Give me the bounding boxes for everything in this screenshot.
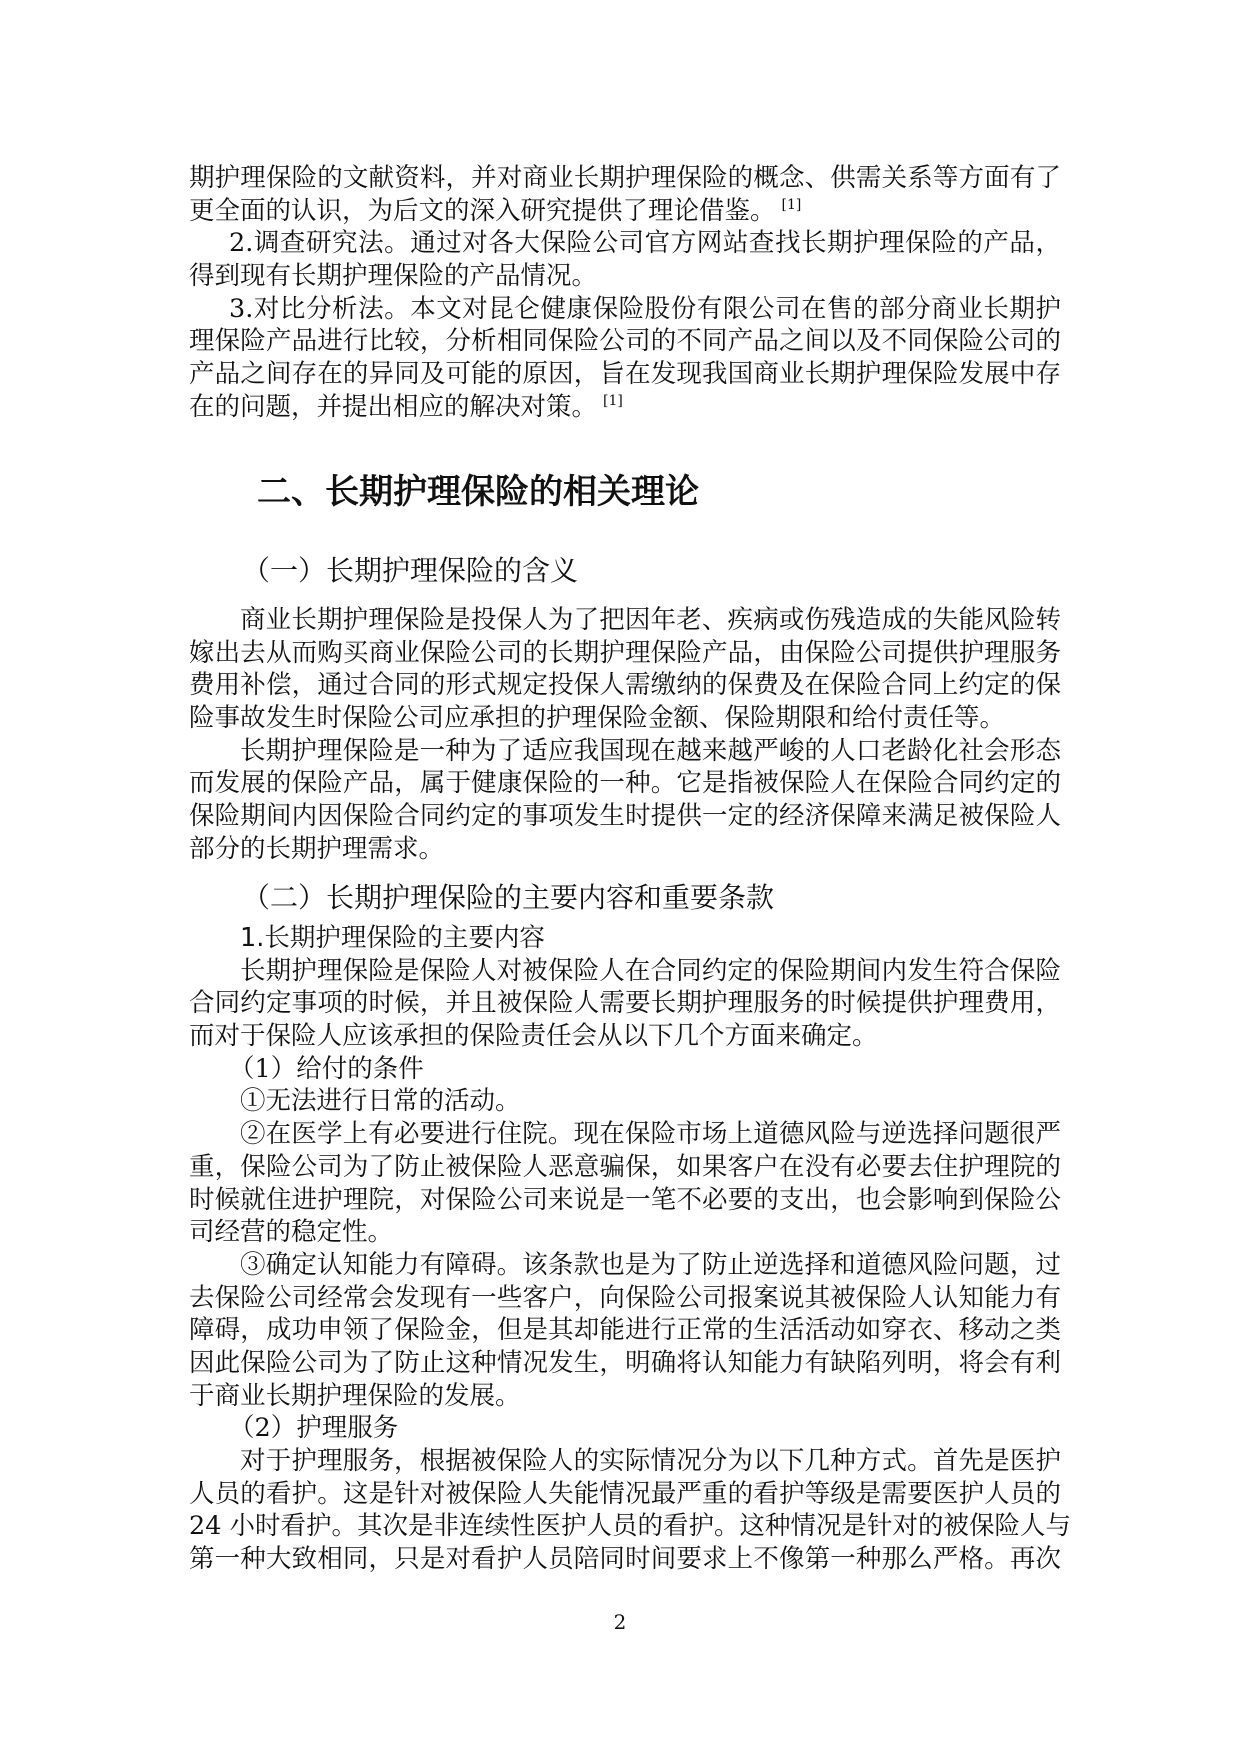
- text-line: [189, 1478, 1061, 1511]
- line-text: 嫁出去从而购买商业保险公司的长期护理保险产品，由保险公司提供护理服务: [189, 637, 1061, 668]
- paragraph: [189, 162, 1061, 227]
- chapter-heading: 二、长期护理保险的相关理论: [257, 472, 699, 512]
- line-text: 险事故发生时保险公司应承担的护理保险金额、保险期限和给付责任等。: [189, 703, 1006, 734]
- line-text: ②在医学上有必要进行住院。现在保险市场上道德风险与逆选择问题很严: [240, 1119, 1061, 1150]
- text-line: [189, 293, 1061, 326]
- paragraph: [189, 1249, 1061, 1412]
- line-text: 重，保险公司为了防止被保险人恶意骗保，如果客户在没有必要去住护理院的: [189, 1151, 1061, 1182]
- line-text: 保险期间内因保险合同约定的事项发生时提供一定的经济保障来满足被保险人: [189, 801, 1061, 832]
- line-text: 而对于保险人应该承担的保险责任会从以下几个方面来确定。: [189, 1021, 878, 1052]
- line-text: 去保险公司经常会发现有一些客户，向保险公司报案说其被保险人认知能力有: [189, 1282, 1061, 1313]
- paragraph: [189, 955, 1061, 1053]
- text-line: [189, 1543, 1061, 1576]
- line-text: 于商业长期护理保险的发展。: [189, 1380, 521, 1411]
- section-heading-meaning: （一）长期护理保险的含义: [242, 554, 579, 587]
- line-text: 1.长期护理保险的主要内容: [240, 923, 545, 953]
- research-methods-text: [189, 162, 1061, 424]
- text-line: [189, 1347, 1061, 1380]
- line-text: 期护理保险的文献资料，并对商业长期护理保险的概念、供需关系等方面有了: [189, 163, 1061, 193]
- text-line: [189, 800, 1061, 833]
- page-number: 2: [613, 1610, 627, 1634]
- text-line: [189, 1151, 1061, 1184]
- text-line: [189, 735, 1061, 768]
- text-line: [189, 1510, 1072, 1543]
- text-line: [189, 955, 1061, 988]
- text-line: [189, 1412, 1061, 1445]
- paragraph: [189, 1085, 1061, 1118]
- line-text: ③确定认知能力有障碍。该条款也是为了防止逆选择和道德风险问题，过: [240, 1249, 1061, 1280]
- text-line: [189, 1216, 1061, 1249]
- line-text: 司经营的稳定性。: [189, 1217, 394, 1248]
- line-text: 障碍，成功申领了保险金，但是其却能进行正常的生活活动如穿衣、移动之类: [189, 1315, 1061, 1346]
- line-text: 长期护理保险是一种为了适应我国现在越来越严峻的人口老龄化社会形态: [240, 735, 1061, 766]
- text-line: [189, 1249, 1061, 1282]
- line-text: 得到现有长期护理保险的产品情况。: [189, 261, 598, 292]
- line-text: 理保险产品进行比较，分析相同保险公司的不同产品之间以及不同保险公司的: [189, 326, 1061, 357]
- paragraph: [189, 922, 1061, 955]
- paragraph: [189, 1445, 1072, 1576]
- line-text: ①无法进行日常的活动。: [240, 1086, 521, 1117]
- citation-mark[interactable]: [1]: [603, 392, 623, 409]
- line-text: 24 小时看护。其次是非连续性医护人员的看护。这种情况是针对的被保险人与: [189, 1511, 1072, 1542]
- line-text: 在的问题，并提出相应的解决对策。: [189, 391, 598, 422]
- text-line: [189, 669, 1061, 702]
- citation-mark[interactable]: [1]: [781, 196, 802, 213]
- text-line: [189, 325, 1061, 358]
- content-text: [189, 922, 1072, 1576]
- paragraph: [189, 735, 1061, 866]
- line-text: 因此保险公司为了防止这种情况发生，明确将认知能力有缺陷列明，将会有利: [189, 1347, 1061, 1378]
- line-text: 更全面的认识，为后文的深入研究提供了理论借鉴。: [189, 195, 776, 226]
- line-text: 长期护理保险是保险人对被保险人在合同约定的保险期间内发生符合保险: [240, 955, 1061, 986]
- text-line: [189, 833, 1061, 866]
- section-heading-content: （二）长期护理保险的主要内容和重要条款: [242, 881, 775, 914]
- text-line: [189, 162, 1061, 195]
- text-line: [189, 637, 1061, 670]
- line-text: 对于护理服务，根据被保险人的实际情况分为以下几种方式。首先是医护: [240, 1446, 1061, 1476]
- line-text: 第一种大致相同，只是对看护人员陪同时间要求上不像第一种那么严格。再次: [189, 1544, 1061, 1575]
- line-text: （2）护理服务: [229, 1413, 399, 1444]
- line-text: 而发展的保险产品，属于健康保险的一种。它是指被保险人在保险合同约定的: [189, 768, 1061, 799]
- text-line: [189, 1314, 1061, 1347]
- text-line: [189, 391, 1061, 424]
- text-line: [189, 227, 1061, 260]
- text-line: [189, 1085, 1061, 1118]
- line-text: 时候就住进护理院，对保险公司来说是一笔不必要的支出，也会影响到保险公: [189, 1184, 1061, 1215]
- line-text: 2.调查研究法。通过对各大保险公司官方网站查找长期护理保险的产品，: [229, 228, 1061, 259]
- text-line: [189, 922, 1061, 955]
- line-text: 费用补偿，通过合同的形式规定投保人需缴纳的保费及在保险合同上约定的保: [189, 670, 1061, 701]
- text-line: [189, 358, 1061, 391]
- text-line: [189, 767, 1061, 800]
- line-text: （1）给付的条件: [229, 1053, 424, 1084]
- paragraph: [189, 1412, 1061, 1445]
- text-line: [189, 1020, 1061, 1053]
- text-line: [189, 604, 1061, 637]
- text-line: [189, 702, 1061, 735]
- line-text: 部分的长期护理需求。: [189, 833, 445, 864]
- line-text: 商业长期护理保险是投保人为了把因年老、疾病或伤残造成的失能风险转: [240, 605, 1061, 635]
- line-text: 合同约定事项的时候，并且被保险人需要长期护理服务的时候提供护理费用，: [189, 988, 1061, 1019]
- text-line: [189, 1184, 1061, 1217]
- line-text: 3.对比分析法。本文对昆仑健康保险股份有限公司在售的部分商业长期护: [229, 293, 1061, 324]
- paragraph: [189, 604, 1061, 735]
- paragraph: [189, 227, 1061, 292]
- text-line: [189, 1053, 1061, 1086]
- text-line: [189, 260, 1061, 293]
- meaning-text: [189, 604, 1061, 866]
- text-line: [189, 195, 1061, 228]
- text-line: [189, 987, 1061, 1020]
- paragraph: [189, 1053, 1061, 1086]
- line-text: 人员的看护。这是针对被保险人失能情况最严重的看护等级是需要医护人员的: [189, 1478, 1061, 1509]
- text-line: [189, 1380, 1061, 1413]
- text-line: [189, 1445, 1061, 1478]
- line-text: 产品之间存在的异同及可能的原因，旨在发现我国商业长期护理保险发展中存: [189, 359, 1061, 390]
- text-line: [189, 1282, 1061, 1315]
- text-line: [189, 1118, 1061, 1151]
- paragraph: [189, 293, 1061, 424]
- paragraph: [189, 1118, 1061, 1249]
